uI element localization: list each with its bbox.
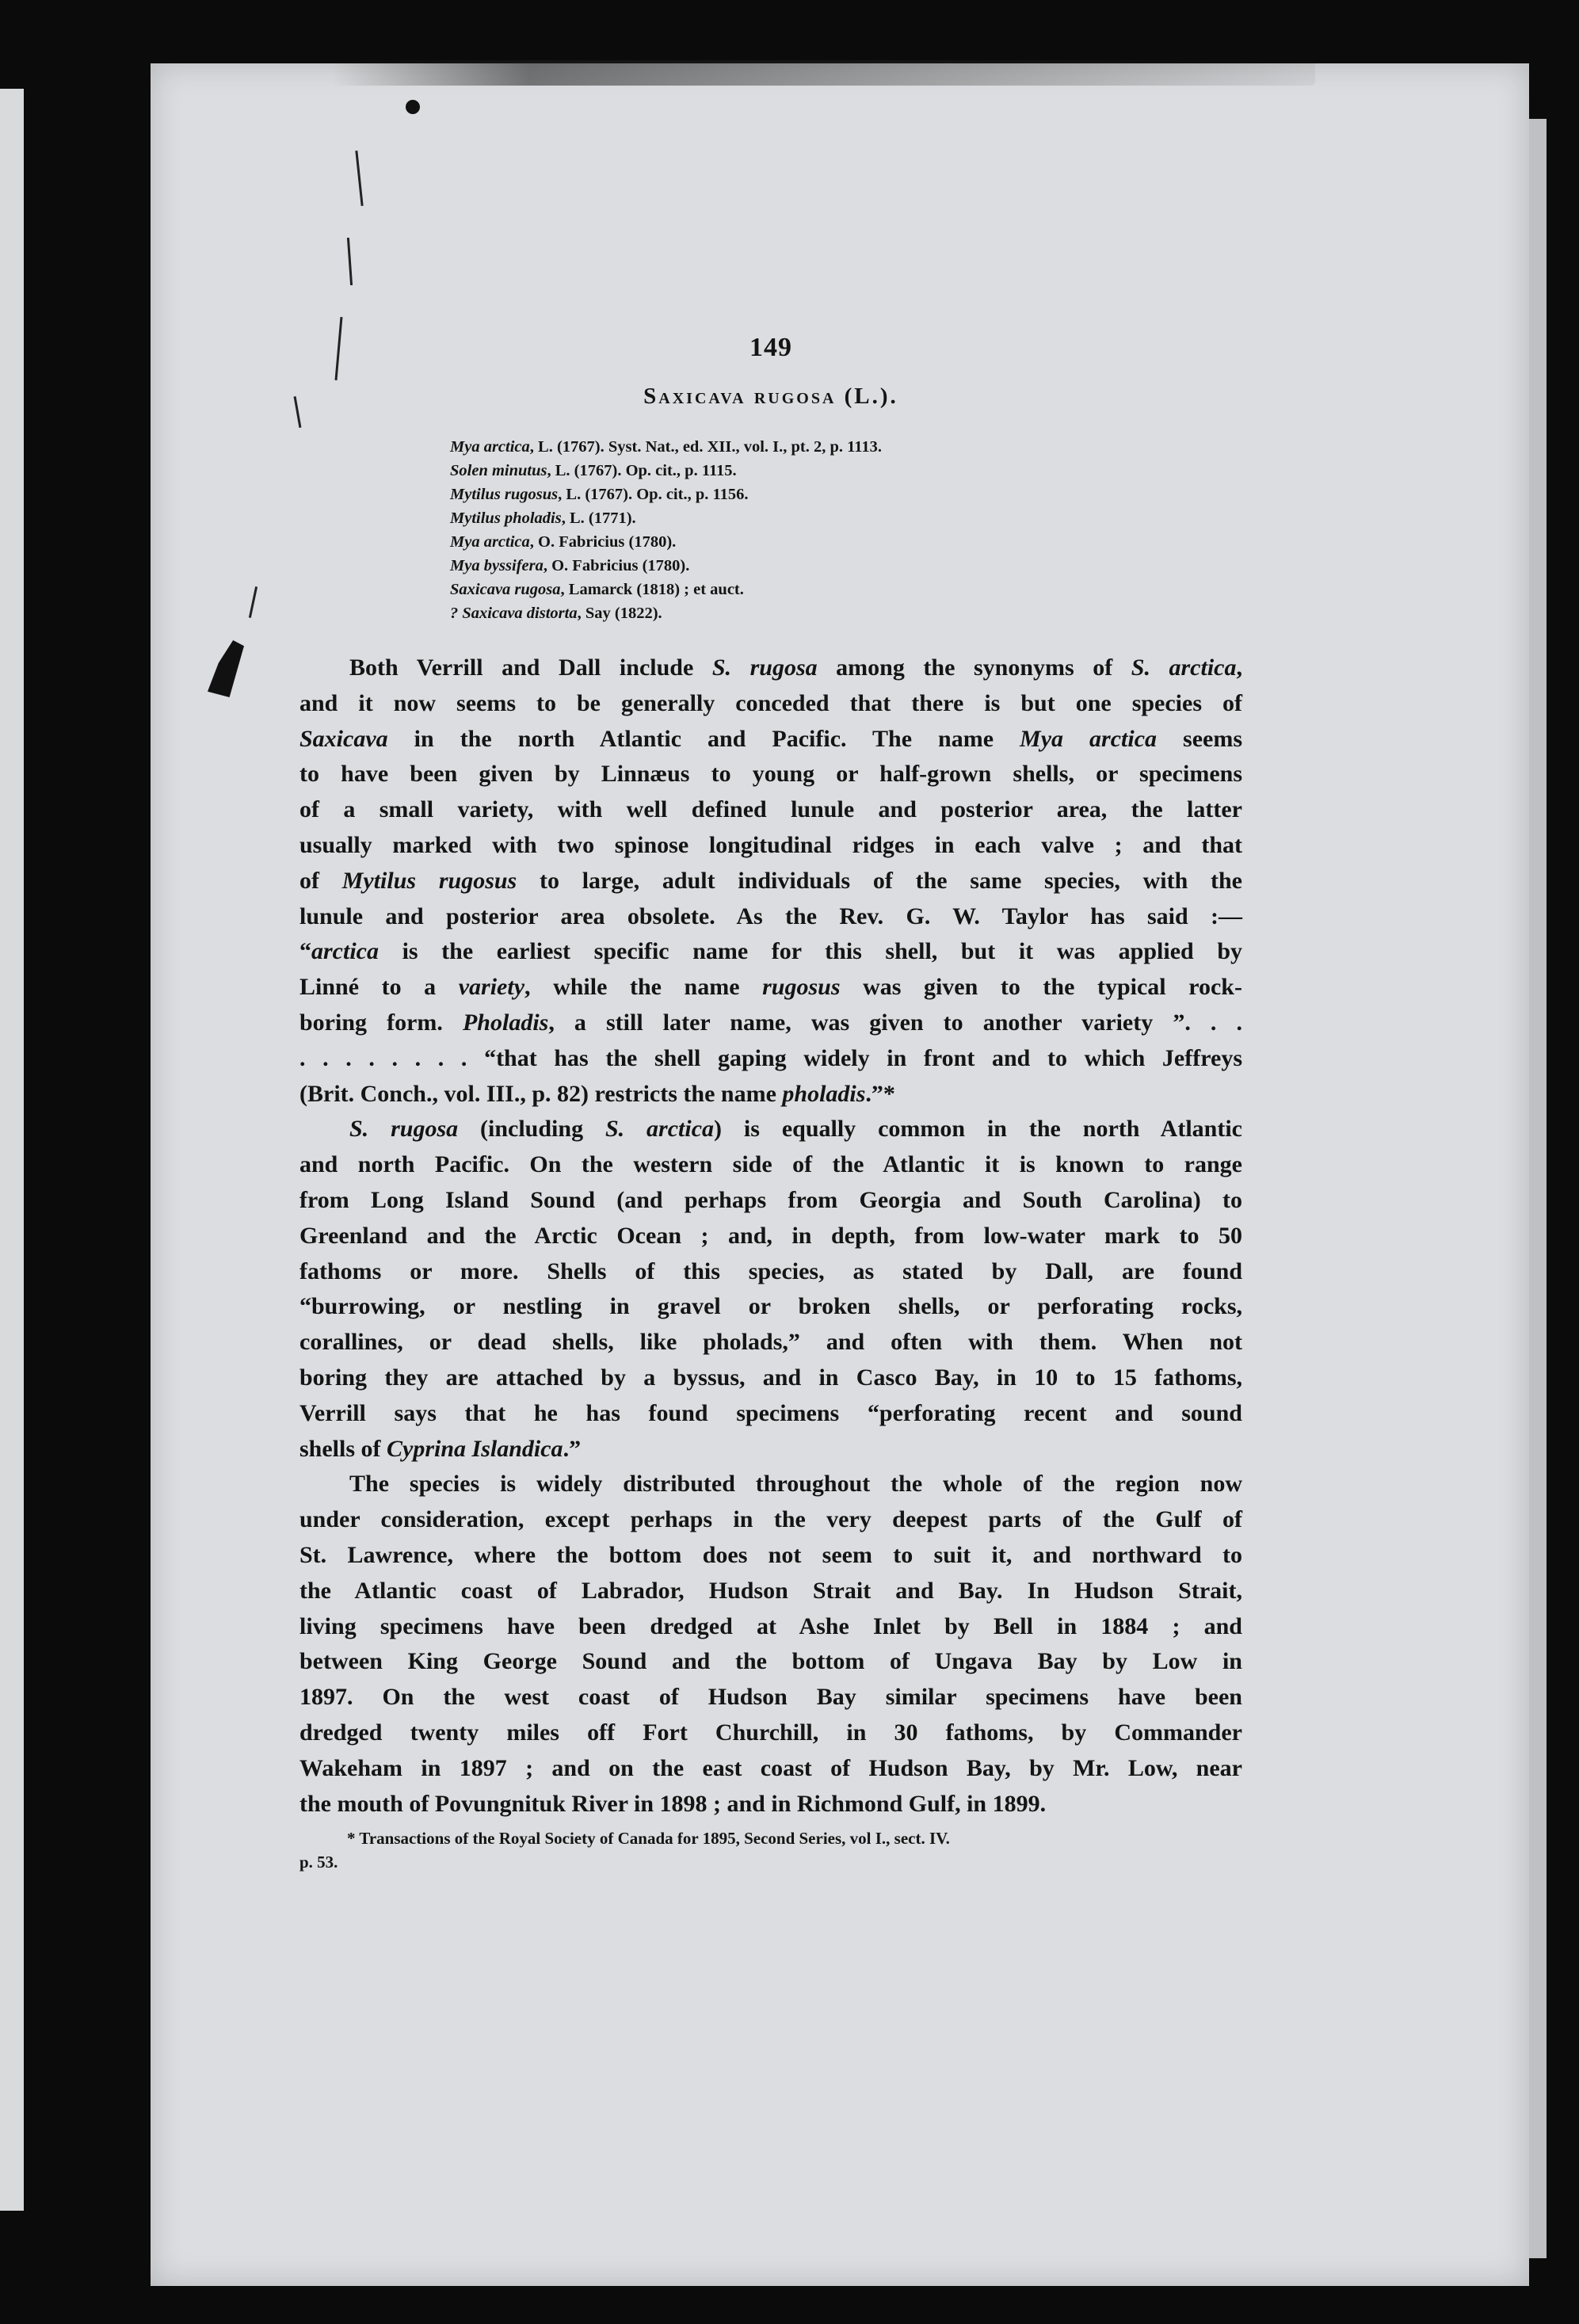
synonym-entry (450, 601, 1242, 625)
text-run: shells of (299, 1435, 387, 1462)
synonym-entry (450, 554, 1242, 578)
page-number: 149 (749, 333, 792, 362)
synonym-reference: , O. Fabricius (1780). (543, 557, 690, 574)
italic-term: Saxicava (299, 725, 388, 752)
text-line (299, 722, 1242, 757)
text-run: was given to the typical rock- (840, 974, 1242, 1001)
text-run: , a still later name, was given to another variety ”. . . (548, 1009, 1242, 1036)
text-line (299, 970, 1242, 1006)
synonym-entry (450, 435, 1242, 459)
text-run: usually marked with two spinose longitudinal ridges in each valve ; and that (299, 831, 1242, 858)
text-run: of (299, 867, 342, 894)
paragraph (299, 1112, 1242, 1467)
synonym-entry (450, 459, 1242, 483)
italic-term: variety (458, 974, 525, 1001)
species-heading: Saxicava rugosa (L.). (643, 384, 898, 409)
italic-term: Mya arctica (1020, 725, 1158, 752)
synonym-entry (450, 483, 1242, 506)
text-line (299, 1715, 1242, 1751)
text-run: between King George Sound and the bottom of Ungava Bay by Low in (299, 1648, 1242, 1675)
text-run: “ (299, 938, 311, 965)
italic-term: S. rugosa (711, 654, 818, 681)
text-line (299, 1574, 1242, 1609)
text-run: and north Pacific. On the western side of the Atlantic it is known to range (299, 1151, 1242, 1178)
synonym-name: Mya byssifera (450, 557, 543, 574)
text-run: Greenland and the Arctic Ocean ; and, in depth, from low-water mark to 50 (299, 1222, 1242, 1249)
text-run: (including (458, 1116, 605, 1143)
text-run: 1897. On the west coast of Hudson Bay similar specimens have been (299, 1684, 1242, 1711)
synonym-reference: , L. (1767). Syst. Nat., ed. XII., vol. I., pt. 2, p. 1113. (529, 438, 882, 456)
text-run: to have been given by Linnæus to young or half-grown shells, or specimens (299, 761, 1242, 788)
text-line (299, 1432, 1242, 1467)
top-scuff-mark (333, 60, 1315, 86)
text-line (299, 1751, 1242, 1787)
text-line (299, 1325, 1242, 1360)
italic-term: S. arctica (605, 1116, 715, 1143)
text-run: ) is equally common in the north Atlantic (714, 1116, 1242, 1143)
italic-term: rugosus (762, 974, 841, 1001)
text-run: living specimens have been dredged at Ashe Inlet by Bell in 1884 ; and (299, 1612, 1242, 1639)
text-line (299, 1077, 1242, 1112)
text-run: dredged twenty miles off Fort Churchill, in 30 fathoms, by Commander (299, 1719, 1242, 1746)
text-run: , while the name (524, 974, 763, 1001)
text-line (299, 651, 1242, 686)
text-run: lunule and posterior area obsolete. As the Rev. G. W. Taylor has said :— (299, 903, 1242, 929)
text-line (299, 1680, 1242, 1715)
synonym-name: Mya arctica (450, 533, 530, 551)
text-line (299, 1147, 1242, 1183)
synonym-reference: , L. (1767). Op. cit., p. 1156. (558, 486, 749, 503)
italic-term: pholadis (782, 1080, 866, 1107)
text-run: Verrill says that he has found specimens “perforating recent and sound (299, 1399, 1242, 1426)
text-run: the mouth of Povungnituk River in 1898 ; and in Richmond Gulf, in 1899. (299, 1790, 1047, 1817)
footnote (299, 1826, 1242, 1874)
synonym-reference: , Say (1822). (577, 605, 662, 622)
text-line (299, 1360, 1242, 1396)
text-line (299, 1609, 1242, 1645)
synonym-name: ? Saxicava distorta (450, 605, 578, 622)
synonym-name: Mytilus pholadis (450, 509, 562, 527)
text-line (299, 1183, 1242, 1219)
text-line (299, 1538, 1242, 1574)
synonym-name: Saxicava rugosa (450, 581, 561, 598)
text-line (299, 1289, 1242, 1325)
body-text (299, 651, 1242, 1822)
text-run: and it now seems to be generally conceded that there is but one species of (299, 689, 1242, 716)
synonym-reference: , L. (1771). (561, 509, 636, 527)
text-line (299, 828, 1242, 864)
text-line (299, 1502, 1242, 1538)
italic-term: Cyprina Islandica (387, 1435, 563, 1462)
text-run: .”* (865, 1080, 895, 1107)
text-run: .” (563, 1435, 582, 1462)
text-line (299, 899, 1242, 935)
text-line (299, 686, 1242, 722)
text-line (299, 1219, 1242, 1254)
text-run: , (1236, 654, 1242, 681)
text-run: fathoms or more. Shells of this species, as stated by Dall, are found (299, 1257, 1242, 1284)
text-run: The species is widely distributed throughout the whole of the region now (349, 1471, 1242, 1498)
text-run: among the synonyms of (817, 654, 1131, 681)
text-run: St. Lawrence, where the bottom does not seem to suit it, and northward to (299, 1541, 1242, 1568)
text-line (299, 1396, 1242, 1432)
italic-term: Mytilus rugosus (341, 867, 517, 894)
paragraph (299, 651, 1242, 1112)
text-line (299, 1041, 1242, 1077)
synonym-name: Mya arctica (450, 438, 530, 456)
text-run: in the north Atlantic and Pacific. The name (387, 725, 1020, 752)
text-run: under consideration, except perhaps in the very deepest parts of the Gulf of (299, 1506, 1242, 1533)
synonymy-list (450, 435, 1242, 625)
text-line (299, 1644, 1242, 1680)
text-run: the Atlantic coast of Labrador, Hudson Strait and Bay. In Hudson Strait, (299, 1577, 1242, 1604)
footnote-line: p. 53. (299, 1853, 338, 1872)
page-content (299, 333, 1242, 1874)
synonym-reference: , L. (1767). Op. cit., p. 1115. (547, 462, 737, 479)
text-run: Wakeham in 1897 ; and on the east coast of Hudson Bay, by Mr. Low, near (299, 1754, 1242, 1781)
text-line (299, 864, 1242, 899)
text-run: is the earliest specific name for this shell, but it was applied by (378, 938, 1242, 965)
text-run: seems (1157, 725, 1242, 752)
text-run: Linné to a (299, 974, 459, 1001)
text-run: boring they are attached by a byssus, and in Casco Bay, in 10 to 15 fathoms, (299, 1364, 1242, 1391)
text-line (299, 757, 1242, 792)
text-run: boring form. (299, 1009, 463, 1036)
text-line (299, 1006, 1242, 1041)
text-line (299, 792, 1242, 828)
synonym-entry (450, 530, 1242, 554)
ink-dot (406, 100, 420, 114)
paragraph (299, 1467, 1242, 1822)
synonym-name: Solen minutus (450, 462, 547, 479)
italic-term: S. arctica (1131, 654, 1237, 681)
text-line (299, 1467, 1242, 1502)
text-run: corallines, or dead shells, like pholads,” and often with them. When not (299, 1329, 1242, 1356)
synonym-reference: , O. Fabricius (1780). (529, 533, 677, 551)
text-run: (Brit. Conch., vol. III., p. 82) restricts the name (299, 1080, 783, 1107)
italic-term: arctica (311, 938, 379, 965)
text-run: Both Verrill and Dall include (349, 654, 712, 681)
text-run: “burrowing, or nestling in gravel or broken shells, or perforating rocks, (299, 1293, 1242, 1320)
text-line (299, 1254, 1242, 1290)
text-run: to large, adult individuals of the same species, with the (517, 867, 1242, 894)
synonym-name: Mytilus rugosus (450, 486, 559, 503)
text-run: from Long Island Sound (and perhaps from Georgia and South Carolina) to (299, 1186, 1242, 1213)
synonym-reference: , Lamarck (1818) ; et auct. (560, 581, 744, 598)
text-run: . . . . . . . . “that has the shell gaping widely in front and to which Jeffreys (299, 1044, 1242, 1071)
text-line (299, 934, 1242, 970)
footnote-line: * Transactions of the Royal Society of Canada for 1895, Second Series, vol I., sect. IV. (347, 1829, 950, 1849)
text-run: of a small variety, with well defined lunule and posterior area, the latter (299, 796, 1242, 823)
italic-term: Pholadis (462, 1009, 549, 1036)
text-line (299, 1112, 1242, 1147)
page-edge-shadow (1529, 119, 1547, 2258)
adjacent-page-edge (0, 89, 24, 2211)
synonym-entry (450, 506, 1242, 530)
synonym-entry (450, 578, 1242, 601)
italic-term: S. rugosa (349, 1116, 459, 1143)
text-line (299, 1787, 1242, 1822)
